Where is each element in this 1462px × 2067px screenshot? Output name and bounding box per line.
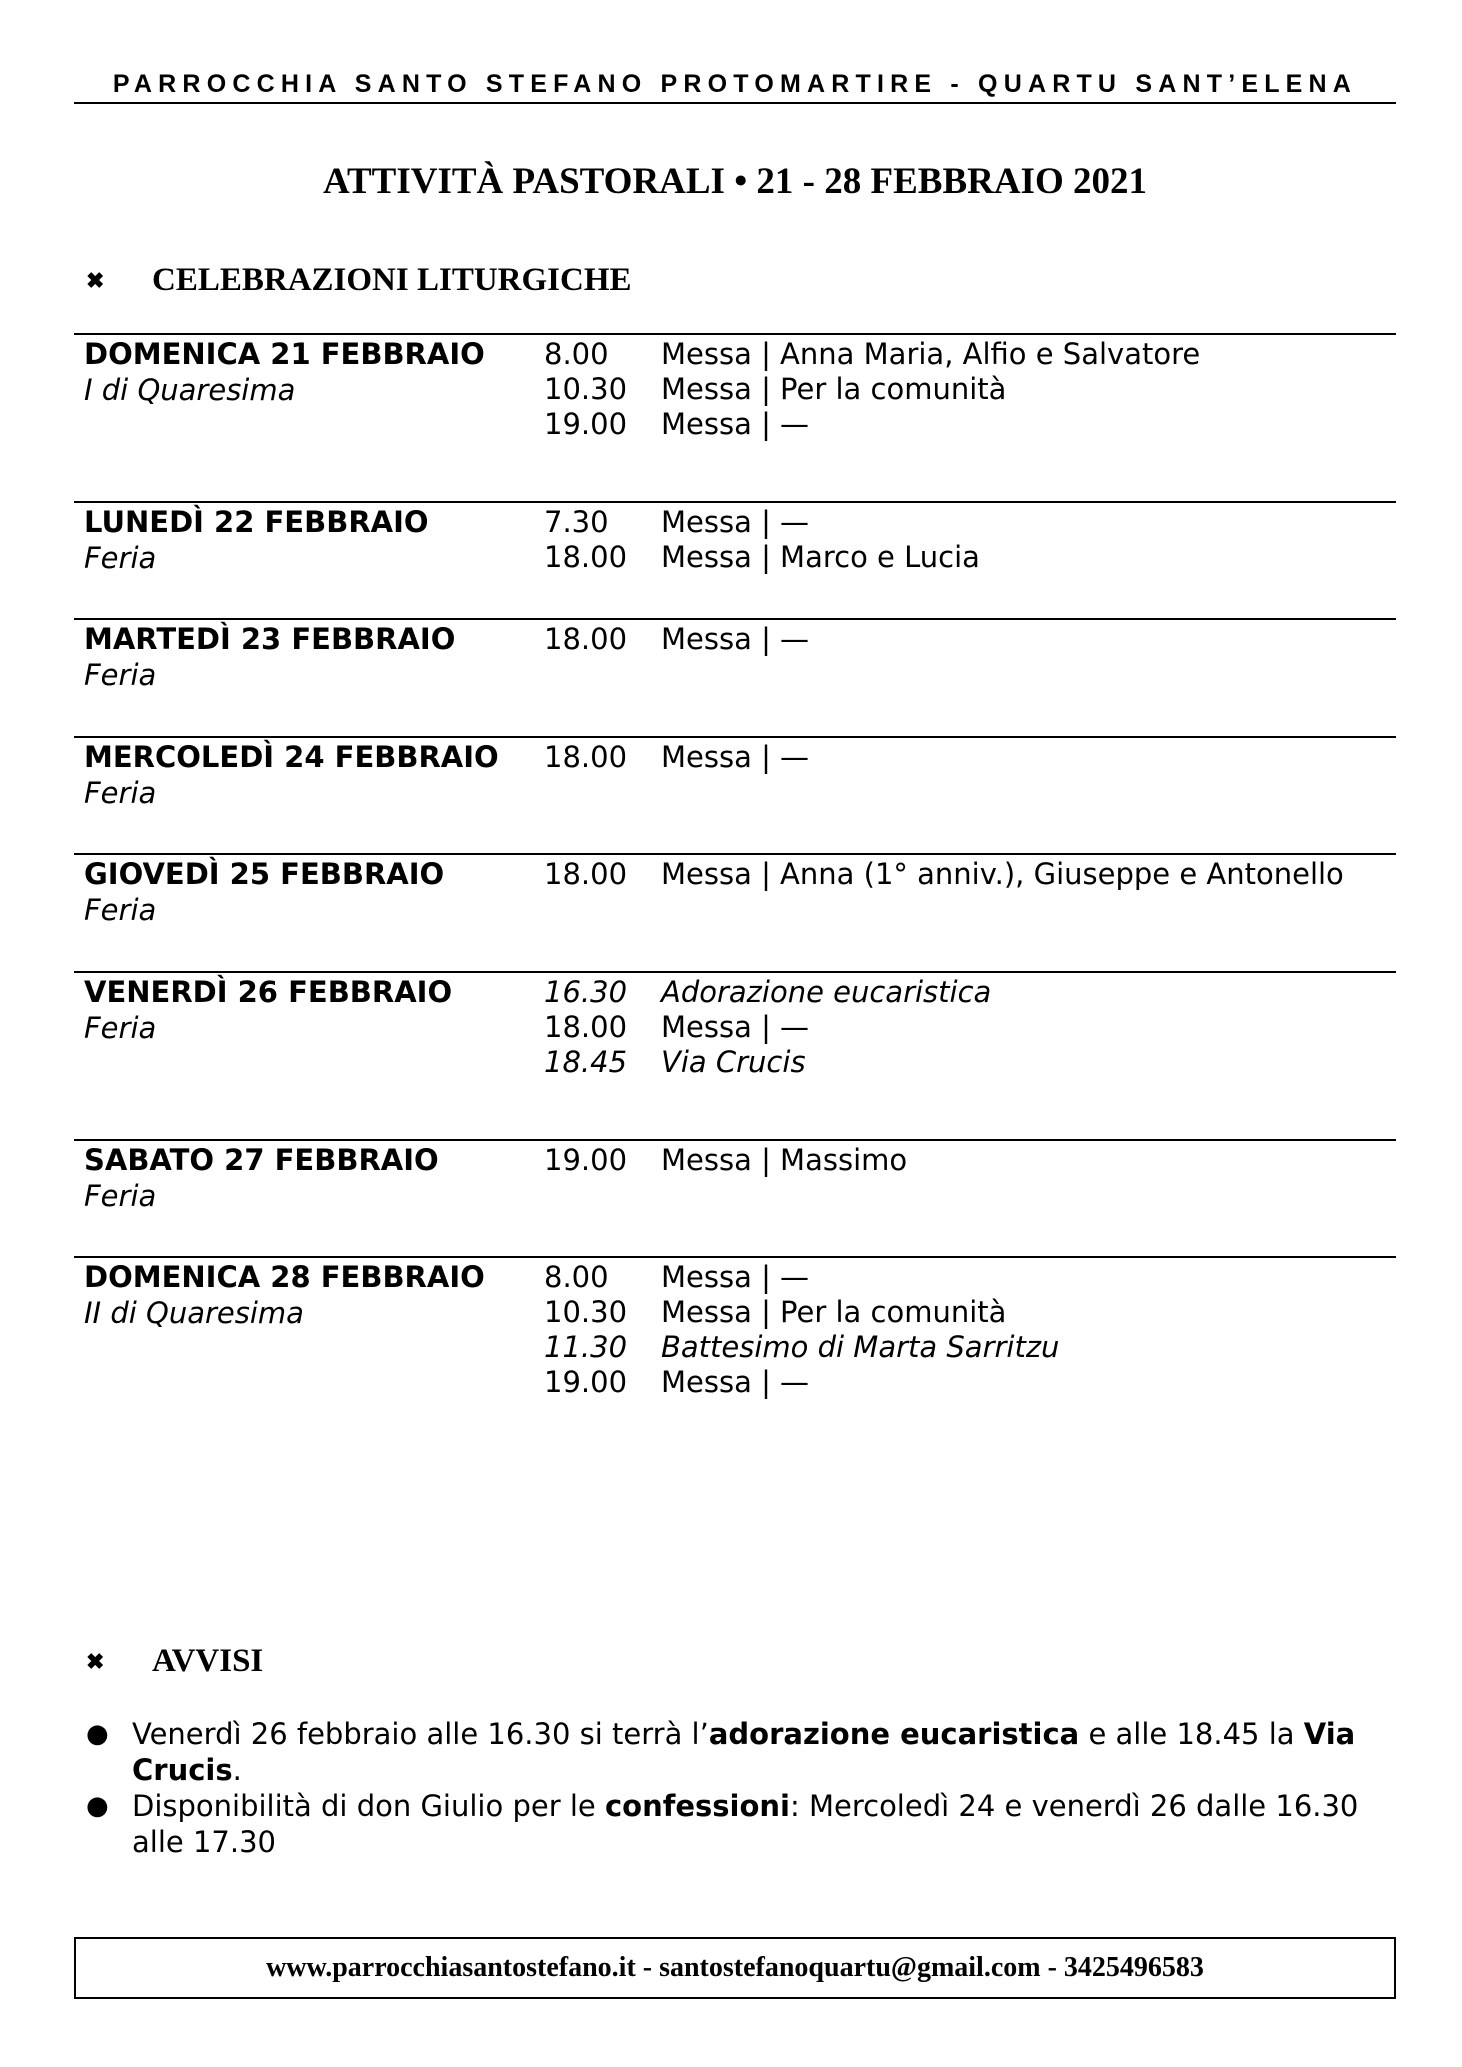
event-desc: Messa | Per la comunità [661, 1295, 1007, 1329]
event-desc: Adorazione eucaristica [661, 975, 992, 1009]
event-desc: Messa | — [661, 505, 810, 539]
day-name: DOMENICA 21 FEBBRAIO [84, 337, 485, 371]
avviso-text: . [232, 1753, 242, 1787]
page-title: ATTIVITÀ PASTORALI • 21 - 28 FEBBRAIO 2021 [323, 161, 1147, 202]
day-name: VENERDÌ 26 FEBBRAIO [84, 975, 453, 1009]
day-name: SABATO 27 FEBBRAIO [84, 1143, 439, 1177]
parish-header: PARROCCHIA SANTO STEFANO PROTOMARTIRE - QUARTU SANT’ELENA [112, 70, 1358, 98]
bullet-icon: ● [86, 1719, 109, 1749]
avviso-bold: adorazione eucaristica [708, 1717, 1080, 1751]
event-desc: Messa | — [661, 1365, 810, 1399]
avvisi-heading-label: AVVISI [152, 1643, 264, 1679]
event-desc: Battesimo di Marta Sarritzu [661, 1330, 1060, 1364]
avvisi-list [86, 1716, 1386, 1860]
event-time: 18.45 [544, 1045, 628, 1079]
day-block-6 [74, 971, 1396, 1141]
day-subtitle: Feria [84, 1011, 157, 1045]
event-time: 19.00 [544, 1143, 628, 1177]
day-subtitle: Feria [84, 541, 157, 575]
day-subtitle: Feria [84, 776, 157, 810]
event-desc: Messa | Massimo [661, 1143, 908, 1177]
day-name: DOMENICA 28 FEBBRAIO [84, 1260, 485, 1294]
event-desc: Messa | Anna Maria, Alfio e Salvatore [661, 337, 1201, 371]
day-subtitle: Feria [84, 658, 157, 692]
day-subtitle: I di Quaresima [84, 373, 296, 407]
avviso-text: : Mercoledì 24 e venerdì 26 dalle 16.30 alle 17.30 [132, 1789, 1359, 1859]
event-desc: Messa | — [661, 1010, 810, 1044]
event-desc: Messa | — [661, 740, 810, 774]
avviso-text: Venerdì 26 febbraio alle 16.30 si terrà l’ [132, 1717, 709, 1751]
avviso-bold: confessioni [604, 1789, 790, 1823]
event-time: 8.00 [544, 1260, 609, 1294]
event-desc: Messa | Anna (1° anniv.), Giuseppe e Antonello [661, 857, 1344, 891]
day-block-8 [74, 1256, 1396, 1418]
event-time: 18.00 [544, 1010, 628, 1044]
avvisi-heading [86, 1643, 263, 1680]
star-bullet-icon: ✖ [86, 267, 105, 293]
star-bullet-icon: ✖ [86, 1648, 105, 1674]
avviso-text: Disponibilità di don Giulio per le [132, 1789, 605, 1823]
day-block-1 [74, 333, 1396, 503]
event-time: 19.00 [544, 407, 628, 441]
day-block-3 [74, 618, 1396, 738]
avviso-bold: Via Crucis [132, 1717, 1356, 1787]
event-desc: Messa | Marco e Lucia [661, 540, 980, 574]
event-time: 18.00 [544, 740, 628, 774]
event-time: 10.30 [544, 1295, 628, 1329]
event-time: 19.00 [544, 1365, 628, 1399]
avviso-text: e alle 18.45 la [1079, 1717, 1304, 1751]
event-desc: Via Crucis [661, 1045, 806, 1079]
day-block-4 [74, 736, 1396, 855]
bullet-icon: ● [86, 1791, 109, 1821]
list-item [86, 1788, 1386, 1860]
event-desc: Messa | — [661, 1260, 810, 1294]
day-subtitle: Feria [84, 1179, 157, 1213]
event-time: 8.00 [544, 337, 609, 371]
day-block-7 [74, 1139, 1396, 1258]
event-time: 18.00 [544, 540, 628, 574]
celebrazioni-heading [86, 262, 632, 299]
day-name: LUNEDÌ 22 FEBBRAIO [84, 505, 429, 539]
day-name: MARTEDÌ 23 FEBBRAIO [84, 622, 456, 656]
event-time: 7.30 [544, 505, 609, 539]
day-name: GIOVEDÌ 25 FEBBRAIO [84, 857, 445, 891]
day-subtitle: Feria [84, 893, 157, 927]
event-time: 10.30 [544, 372, 628, 406]
event-desc: Messa | — [661, 407, 810, 441]
day-subtitle: II di Quaresima [84, 1296, 304, 1330]
event-time: 18.00 [544, 857, 628, 891]
day-block-2 [74, 501, 1396, 620]
day-block-5 [74, 853, 1396, 973]
list-item [86, 1716, 1386, 1788]
footer-contacts: www.parrocchiasantostefano.it - santostefanoquartu@gmail.com - 3425496583 [74, 1937, 1396, 1999]
event-time: 18.00 [544, 622, 628, 656]
event-desc: Messa | — [661, 622, 810, 656]
celebrazioni-heading-label: CELEBRAZIONI LITURGICHE [152, 262, 632, 298]
day-name: MERCOLEDÌ 24 FEBBRAIO [84, 740, 499, 774]
event-time: 11.30 [544, 1330, 628, 1364]
event-desc: Messa | Per la comunità [661, 372, 1007, 406]
header-divider [74, 102, 1396, 104]
event-time: 16.30 [544, 975, 628, 1009]
